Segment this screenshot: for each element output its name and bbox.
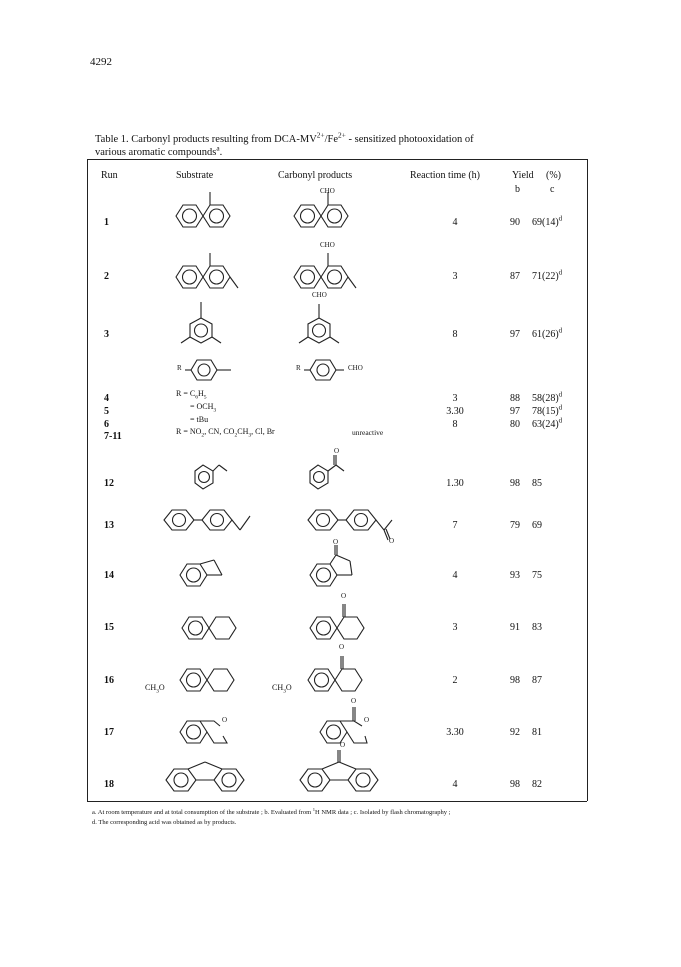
structure-isochroman (176, 712, 240, 752)
structure-isochromanone (316, 712, 380, 752)
methoxy-label: $CH_3O$ (145, 683, 165, 695)
table-bottom-rule (87, 801, 587, 802)
cho-label: CHO (320, 241, 335, 249)
yield-isolated: $78(15)^d$ (532, 403, 563, 417)
caption-sup: 2+ (338, 130, 346, 140)
run-number: 17 (104, 727, 114, 738)
substituent-r6: = tBu (190, 415, 209, 424)
r-label: R (177, 364, 182, 372)
yield-nmr: 87 (510, 271, 520, 282)
reaction-time: 2 (452, 675, 458, 686)
yield-isolated: $69(14)^d$ (532, 214, 563, 228)
run-number: 6 (104, 419, 109, 430)
run-number: 16 (104, 675, 114, 686)
run-number: 3 (104, 329, 109, 340)
yield-nmr: 80 (510, 419, 520, 430)
oxygen-label: O (333, 538, 339, 546)
reaction-time: 7 (452, 520, 458, 531)
caption-text: . (219, 146, 223, 158)
yield-nmr: 90 (510, 217, 520, 228)
yield-nmr: 92 (510, 727, 520, 738)
caption-sup: 2+ (316, 130, 325, 140)
structure-tetralin (178, 608, 242, 648)
yield-nmr: 98 (510, 779, 520, 790)
cho-label: CHO (320, 187, 335, 195)
run-number: 14 (104, 570, 114, 581)
structure-ethylbiphenyl (160, 502, 270, 542)
structure-methoxytetralin (176, 660, 240, 700)
header-products: Carbonyl products (278, 170, 353, 181)
cho-label: CHO (312, 291, 327, 299)
table-top-rule (87, 159, 587, 160)
structure-1-methylnaphthalene (172, 196, 232, 236)
structure-dimethylnaphthalene (172, 257, 242, 297)
substituent-r4: $R = C_6H_5$ (176, 389, 207, 401)
reaction-time: 8 (452, 329, 458, 340)
header-time: Reaction time (h) (410, 170, 480, 181)
r-label: R (296, 364, 301, 372)
methoxy-label: $CH_3O$ (272, 683, 292, 695)
run-number: 4 (104, 393, 109, 404)
table-footnote (92, 808, 602, 828)
structure-1-naphthaldehyde (290, 196, 350, 236)
yield-isolated: $71(22)^d$ (532, 268, 563, 282)
header-yield-b: b (515, 184, 520, 195)
table-caption (95, 130, 595, 159)
structure-indane (176, 555, 236, 595)
yield-isolated: 75 (532, 570, 542, 581)
yield-nmr: 97 (510, 406, 520, 417)
structure-ethylbenzene (189, 459, 239, 499)
yield-isolated: 85 (532, 478, 542, 489)
structure-fluorene (162, 760, 262, 800)
oxygen-label: O (340, 741, 346, 749)
oxygen-label: O (222, 716, 228, 724)
reaction-time: 3.30 (446, 727, 464, 738)
reaction-time: 3 (452, 393, 458, 404)
yield-isolated: 81 (532, 727, 542, 738)
reaction-time: 3 (452, 271, 458, 282)
yield-isolated: $63(24)^d$ (532, 416, 563, 430)
structure-acetophenone (304, 459, 354, 499)
yield-isolated: 82 (532, 779, 542, 790)
reaction-time: 4 (452, 217, 458, 228)
oxygen-label: O (341, 592, 347, 600)
structure-fluorenone (296, 760, 396, 800)
oxygen-label: O (389, 537, 395, 545)
yield-isolated: 69 (532, 520, 542, 531)
footnote-line2: d. The corresponding acid was obtained as by products. (92, 819, 237, 826)
yield-isolated: 83 (532, 622, 542, 633)
table-left-border (87, 159, 88, 801)
header-yield: Yield (512, 170, 534, 181)
yield-isolated: $61(26)^d$ (532, 326, 563, 340)
reaction-time: 4 (452, 779, 458, 790)
structure-acetylbiphenyl (304, 502, 414, 552)
reaction-time: 4 (452, 570, 458, 581)
table-right-border (587, 159, 588, 801)
structure-mesitylene (184, 310, 234, 355)
structure-para-substituted-toluene (185, 358, 235, 384)
structure-methoxytetralone (304, 660, 368, 700)
structure-indanone (306, 555, 366, 595)
run-number: 2 (104, 271, 109, 282)
caption-text: - sensitized photooxidation of (345, 134, 474, 145)
run-number: 1 (104, 217, 109, 228)
yield-nmr: 98 (510, 675, 520, 686)
run-number: 18 (104, 779, 114, 790)
footnote-line1: a. At room temperature and at total consumption of the substrate ; b. Evaluated from $^1$H NMR data ; c. Isolated by flash chromatography ; (92, 806, 451, 816)
structure-para-substituted-benzaldehyde (304, 358, 344, 384)
run-number: 12 (104, 478, 114, 489)
structure-dimethylbenzaldehyde (302, 310, 352, 355)
yield-isolated: 87 (532, 675, 542, 686)
oxygen-label: O (351, 697, 357, 705)
page-number: 4292 (90, 56, 112, 68)
yield-nmr: 97 (510, 329, 520, 340)
yield-nmr: 88 (510, 393, 520, 404)
yield-nmr: 98 (510, 478, 520, 489)
oxygen-label: O (334, 447, 340, 455)
run-number: 13 (104, 520, 114, 531)
unreactive-label: unreactive (352, 428, 384, 437)
yield-nmr: 93 (510, 570, 520, 581)
reaction-time: 3 (452, 622, 458, 633)
oxygen-label: O (364, 716, 370, 724)
structure-tetralone (306, 608, 370, 648)
cho-label: CHO (348, 364, 363, 372)
yield-nmr: 79 (510, 520, 520, 531)
reaction-time: 1.30 (446, 478, 464, 489)
header-yield-c: c (550, 184, 555, 195)
yield-isolated: $58(28)^d$ (532, 390, 563, 404)
substituent-r5: = $OCH_3$ (190, 402, 217, 414)
reaction-time: 8 (452, 419, 458, 430)
caption-text: various aromatic compounds (95, 146, 217, 158)
header-run: Run (101, 170, 118, 181)
caption-sup: a (216, 143, 220, 152)
run-number: 15 (104, 622, 114, 633)
oxygen-label: O (339, 643, 345, 651)
run-number: 5 (104, 406, 109, 417)
substituent-r7-11: $R = NO_2$, CN, $CO_2CH_3$, Cl, Br (176, 427, 275, 439)
yield-nmr: 91 (510, 622, 520, 633)
run-number: 7-11 (104, 431, 122, 442)
reaction-time: 3.30 (446, 406, 464, 417)
caption-text: Table 1. Carbonyl products resulting from DCA-MV (95, 134, 317, 145)
header-pct: (%) (546, 170, 561, 181)
caption-text: /Fe (324, 134, 339, 145)
header-substrate: Substrate (176, 170, 214, 181)
